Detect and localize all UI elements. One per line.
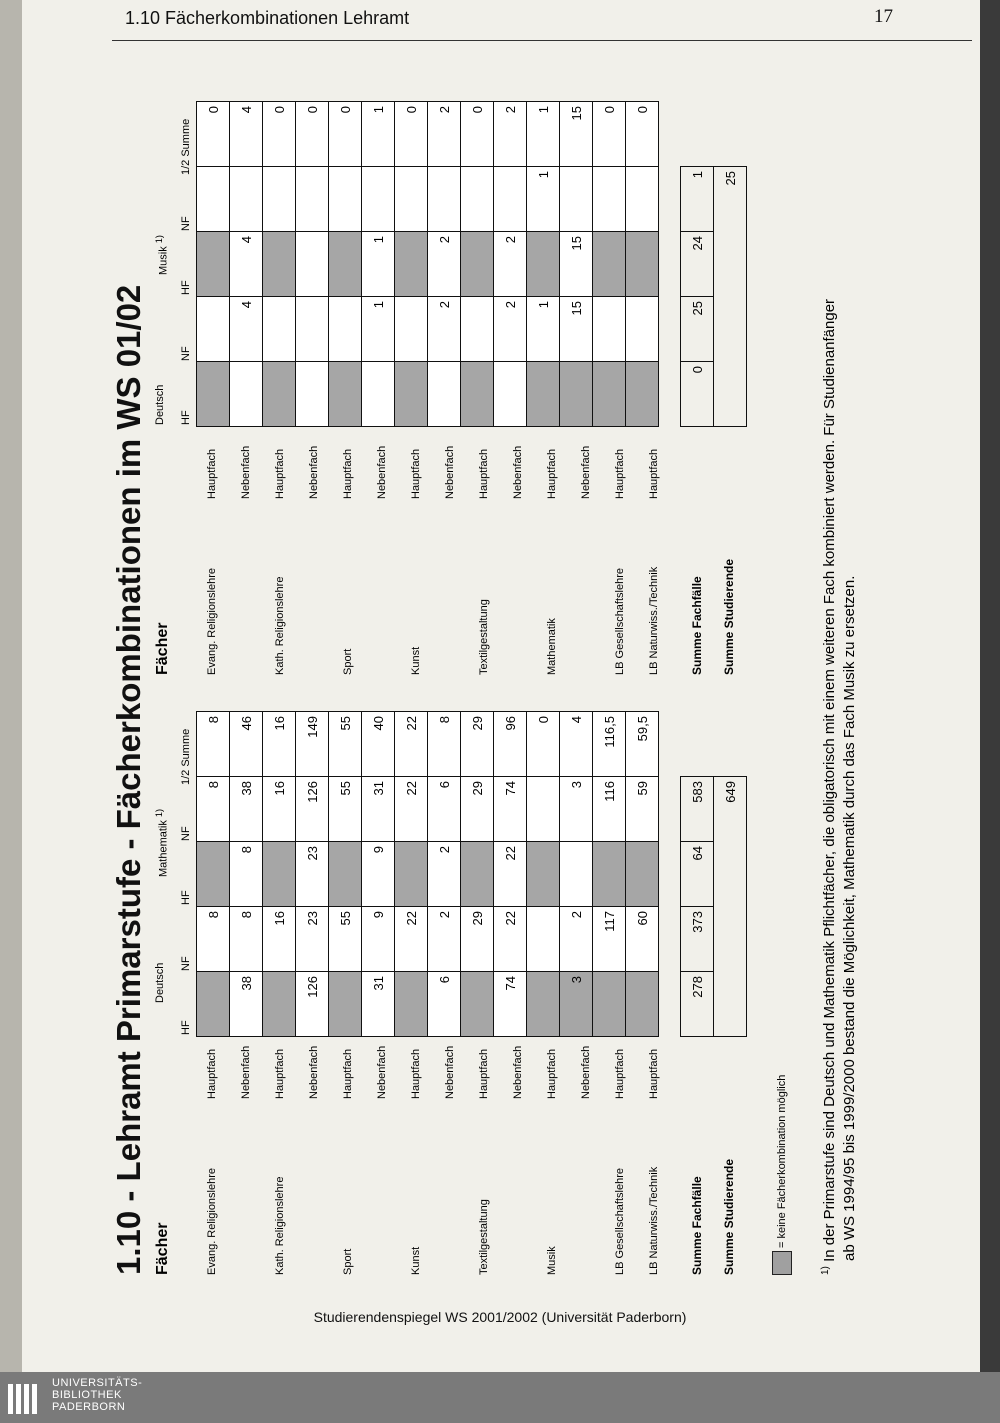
row-type: Nebenfach — [240, 445, 252, 499]
row-subject: Kath. Religionslehre — [274, 1176, 286, 1275]
table-row — [494, 102, 527, 427]
table-cell — [395, 232, 428, 297]
table-cell — [626, 232, 659, 297]
sum-row — [681, 777, 714, 1037]
row-type: Hauptfach — [614, 1048, 626, 1099]
table-cell: 38 — [230, 777, 263, 842]
table-cell — [395, 297, 428, 362]
table-cell: 2 — [428, 102, 461, 167]
table-cell: 1 — [362, 102, 395, 167]
col-summe-2: 1/2 Summe — [180, 118, 192, 175]
table-row — [362, 712, 395, 1037]
row-type: Nebenfach — [240, 1045, 252, 1099]
total-cell: 25 — [714, 167, 747, 427]
row-subject: LB Naturwiss./Technik — [648, 566, 660, 675]
library-name: UNIVERSITÄTS- BIBLIOTHEK PADERBORN — [52, 1377, 143, 1413]
table-cell: 59,5 — [626, 712, 659, 777]
table-cell — [197, 297, 230, 362]
table-row — [362, 102, 395, 427]
library-band — [0, 1372, 1000, 1423]
table-cell — [461, 167, 494, 232]
table-cell — [197, 232, 230, 297]
table-cell: 8 — [197, 907, 230, 972]
row-type: Hauptfach — [478, 448, 490, 499]
table-cell: 3 — [560, 972, 593, 1037]
math-table — [196, 711, 659, 1037]
table-cell: 74 — [494, 777, 527, 842]
table-cell: 4 — [230, 102, 263, 167]
col-musik: Musik $^{1)}$ — [154, 235, 170, 275]
summe-fachfaelle-label-2: Summe Fachfälle — [690, 576, 704, 675]
row-type: Hauptfach — [410, 448, 422, 499]
col-summe: 1/2 Summe — [180, 728, 192, 785]
table-cell: 0 — [263, 102, 296, 167]
sum-cell: 373 — [681, 907, 714, 972]
table-cell: 9 — [362, 907, 395, 972]
row-type: Hauptfach — [206, 448, 218, 499]
table-row — [263, 712, 296, 1037]
table-cell: 38 — [230, 972, 263, 1037]
table-row — [428, 712, 461, 1037]
row-type: Hauptfach — [342, 448, 354, 499]
table-cell — [527, 842, 560, 907]
summe-studierende-label: Summe Studierende — [722, 1158, 736, 1275]
table-cell: 2 — [428, 297, 461, 362]
row-subject: Sport — [342, 1248, 354, 1275]
table-cell — [263, 297, 296, 362]
page-footer: Studierendenspiegel WS 2001/2002 (Universität Paderborn) — [313, 1309, 687, 1325]
table-row — [527, 102, 560, 427]
binding-edge — [0, 0, 22, 1372]
col-mathematik: Mathematik $^{1)}$ — [154, 808, 170, 877]
table-cell — [329, 167, 362, 232]
table-cell — [197, 362, 230, 427]
table-row — [428, 102, 461, 427]
sum-cell: 1 — [681, 167, 714, 232]
table-cell: 2 — [560, 907, 593, 972]
table-cell: 16 — [263, 712, 296, 777]
table-cell: 1 — [527, 297, 560, 362]
row-type: Nebenfach — [444, 445, 456, 499]
table-cell: 23 — [296, 907, 329, 972]
table-cell — [461, 297, 494, 362]
table-cell: 23 — [296, 842, 329, 907]
sum-cell: 278 — [681, 972, 714, 1037]
row-subject: Mathematik — [546, 618, 558, 675]
table-cell — [197, 167, 230, 232]
row-type: Hauptfach — [274, 448, 286, 499]
col-hf-2: HF — [180, 410, 192, 425]
table-cell: 3 — [560, 777, 593, 842]
table-cell: 6 — [428, 777, 461, 842]
summe-fachfaelle-label: Summe Fachfälle — [690, 1176, 704, 1275]
facher-heading-left: Fächer — [154, 1222, 171, 1275]
table-cell: 29 — [461, 907, 494, 972]
sum-cell: 583 — [681, 777, 714, 842]
table-cell: 16 — [263, 777, 296, 842]
row-type: Hauptfach — [478, 1048, 490, 1099]
table-cell — [626, 972, 659, 1037]
table-row — [197, 712, 230, 1037]
table-cell: 2 — [494, 232, 527, 297]
legend: = keine Fächerkombination möglich — [772, 1075, 792, 1275]
table-cell — [329, 972, 362, 1037]
music-sum-table — [680, 166, 747, 427]
row-type: Nebenfach — [308, 1045, 320, 1099]
row-type: Nebenfach — [308, 445, 320, 499]
table-cell — [593, 362, 626, 427]
sum-cell: 25 — [681, 297, 714, 362]
table-cell: 0 — [461, 102, 494, 167]
row-type: Nebenfach — [376, 1045, 388, 1099]
table-cell: 2 — [494, 297, 527, 362]
table-cell: 29 — [461, 777, 494, 842]
table-cell — [527, 232, 560, 297]
row-subject: Kunst — [410, 646, 422, 675]
table-row — [461, 712, 494, 1037]
row-type: Hauptfach — [614, 448, 626, 499]
table-row — [626, 102, 659, 427]
table-cell — [230, 167, 263, 232]
table-row — [593, 102, 626, 427]
table-cell — [527, 907, 560, 972]
table-cell: 22 — [395, 712, 428, 777]
library-logo-icon — [6, 1378, 42, 1416]
table-cell — [560, 362, 593, 427]
table-cell — [626, 362, 659, 427]
table-cell: 55 — [329, 777, 362, 842]
row-type: Hauptfach — [546, 1048, 558, 1099]
table-cell: 74 — [494, 972, 527, 1037]
row-subject: LB Gesellschaftslehre — [614, 568, 626, 675]
row-type: Hauptfach — [342, 1048, 354, 1099]
row-type: Nebenfach — [512, 1045, 524, 1099]
table-cell — [329, 232, 362, 297]
summe-studierende-label-2: Summe Studierende — [722, 558, 736, 675]
table-cell — [527, 362, 560, 427]
row-subject: LB Naturwiss./Technik — [648, 1166, 660, 1275]
total-cell: 649 — [714, 777, 747, 1037]
table-cell — [296, 167, 329, 232]
table-cell: 0 — [626, 102, 659, 167]
table-cell — [593, 972, 626, 1037]
table-row — [494, 712, 527, 1037]
sum-row — [714, 777, 747, 1037]
math-sum-table — [680, 776, 747, 1037]
table-cell: 40 — [362, 712, 395, 777]
table-cell — [263, 232, 296, 297]
table-cell: 59 — [626, 777, 659, 842]
col-nf-2: NF — [180, 346, 192, 361]
table-cell: 117 — [593, 907, 626, 972]
table-cell: 22 — [494, 842, 527, 907]
table-cell — [263, 167, 296, 232]
table-cell: 4 — [230, 232, 263, 297]
table-cell: 126 — [296, 972, 329, 1037]
table-cell — [362, 362, 395, 427]
col-nf: NF — [180, 826, 192, 841]
table-cell: 16 — [263, 907, 296, 972]
table-row — [626, 712, 659, 1037]
row-subject: Evang. Religionslehre — [206, 567, 218, 675]
page-title: 1.10 - Lehramt Primarstufe - Fächerkombinationen im WS 01/02 — [110, 284, 147, 1275]
table-row — [230, 102, 263, 427]
page-number: 17 — [874, 6, 893, 27]
table-cell: 22 — [395, 907, 428, 972]
table-cell — [593, 297, 626, 362]
table-cell: 1 — [527, 167, 560, 232]
header-rule — [112, 40, 972, 41]
sum-cell: 0 — [681, 362, 714, 427]
table-cell — [197, 972, 230, 1037]
col-hf: HF — [180, 1020, 192, 1035]
table-cell — [329, 362, 362, 427]
table-cell: 8 — [197, 712, 230, 777]
row-type: Nebenfach — [444, 1045, 456, 1099]
table-row — [527, 712, 560, 1037]
table-row — [329, 102, 362, 427]
table-cell: 15 — [560, 297, 593, 362]
rotated-content — [110, 75, 890, 1275]
table-cell: 9 — [362, 842, 395, 907]
table-cell: 116,5 — [593, 712, 626, 777]
table-cell — [395, 842, 428, 907]
row-subject: Musik — [546, 1246, 558, 1275]
table-cell — [593, 842, 626, 907]
table-cell: 55 — [329, 712, 362, 777]
table-cell: 0 — [593, 102, 626, 167]
table-cell: 2 — [428, 232, 461, 297]
table-row — [263, 102, 296, 427]
table-cell — [395, 362, 428, 427]
sum-row — [681, 167, 714, 427]
row-type: Nebenfach — [376, 445, 388, 499]
table-cell: 0 — [527, 712, 560, 777]
row-subject: LB Gesellschaftslehre — [614, 1168, 626, 1275]
footnote: $^{1)}$ In der Primarstufe sind Deutsch und Mathematik Pflichtfächer, die obligatorisch mit einem weiteren Fach kombiniert werden. Für Studienanfänger ab WS 1994/95 bis 1999/2000 bestand die Möglichkeit, Mathematik durch das Fach Musik zu ersetzen. — [820, 298, 858, 1275]
table-cell — [395, 972, 428, 1037]
table-cell: 1 — [362, 297, 395, 362]
table-row — [461, 102, 494, 427]
running-header: 1.10 Fächerkombinationen Lehramt — [125, 8, 410, 28]
table-cell: 1 — [362, 232, 395, 297]
table-row — [560, 102, 593, 427]
col-hf-3: HF — [180, 280, 192, 295]
col-deutsch: Deutsch — [154, 962, 166, 1003]
row-type: Hauptfach — [274, 1048, 286, 1099]
table-cell: 96 — [494, 712, 527, 777]
facher-heading-right: Fächer — [154, 622, 171, 675]
table-cell — [263, 362, 296, 427]
table-cell: 0 — [329, 102, 362, 167]
table-cell: 0 — [197, 102, 230, 167]
sum-row — [714, 167, 747, 427]
sum-cell: 64 — [681, 842, 714, 907]
table-cell: 4 — [230, 297, 263, 362]
table-cell: 15 — [560, 102, 593, 167]
table-cell: 8 — [197, 777, 230, 842]
table-cell — [461, 362, 494, 427]
table-cell — [593, 232, 626, 297]
table-cell: 2 — [428, 842, 461, 907]
table-row — [395, 102, 428, 427]
row-type: Hauptfach — [648, 1048, 660, 1099]
row-subject: Textilgestaltung — [478, 599, 490, 675]
table-cell — [560, 842, 593, 907]
row-type: Hauptfach — [206, 1048, 218, 1099]
table-cell — [428, 167, 461, 232]
table-cell: 8 — [428, 712, 461, 777]
table-cell: 2 — [428, 907, 461, 972]
table-cell — [263, 972, 296, 1037]
table-row — [395, 712, 428, 1037]
grey-swatch — [772, 1251, 792, 1275]
table-cell — [461, 972, 494, 1037]
col-nf-3: NF — [180, 216, 192, 231]
table-row — [296, 102, 329, 427]
table-row — [296, 712, 329, 1037]
table-cell — [296, 362, 329, 427]
table-cell — [263, 842, 296, 907]
row-type: Hauptfach — [546, 448, 558, 499]
row-type: Nebenfach — [580, 1045, 592, 1099]
table-cell: 55 — [329, 907, 362, 972]
table-cell — [527, 777, 560, 842]
table-cell — [362, 167, 395, 232]
table-cell: 8 — [230, 842, 263, 907]
table-cell: 22 — [395, 777, 428, 842]
table-cell: 0 — [395, 102, 428, 167]
table-row — [329, 712, 362, 1037]
sum-cell: 24 — [681, 232, 714, 297]
table-cell: 126 — [296, 777, 329, 842]
table-cell — [395, 167, 428, 232]
table-cell: 0 — [296, 102, 329, 167]
row-type: Nebenfach — [512, 445, 524, 499]
table-cell: 15 — [560, 232, 593, 297]
table-cell: 31 — [362, 777, 395, 842]
table-cell — [494, 362, 527, 427]
col-deutsch-2: Deutsch — [154, 384, 166, 425]
table-cell — [230, 362, 263, 427]
table-row — [560, 712, 593, 1037]
table-cell — [329, 297, 362, 362]
table-cell: 1 — [527, 102, 560, 167]
table-cell: 31 — [362, 972, 395, 1037]
col-hf: HF — [180, 890, 192, 905]
table-cell: 2 — [494, 102, 527, 167]
row-type: Nebenfach — [580, 445, 592, 499]
music-table — [196, 101, 659, 427]
table-cell: 4 — [560, 712, 593, 777]
row-subject: Kunst — [410, 1246, 422, 1275]
table-cell: 6 — [428, 972, 461, 1037]
table-cell: 116 — [593, 777, 626, 842]
table-row — [593, 712, 626, 1037]
table-cell: 29 — [461, 712, 494, 777]
table-cell — [626, 297, 659, 362]
table-cell: 22 — [494, 907, 527, 972]
table-cell — [593, 167, 626, 232]
table-cell — [461, 842, 494, 907]
row-type: Hauptfach — [410, 1048, 422, 1099]
row-subject: Sport — [342, 648, 354, 675]
row-subject: Textilgestaltung — [478, 1199, 490, 1275]
table-cell — [329, 842, 362, 907]
table-row — [197, 102, 230, 427]
table-cell — [494, 167, 527, 232]
row-subject: Kath. Religionslehre — [274, 576, 286, 675]
scan-border — [980, 0, 1000, 1372]
table-cell: 8 — [230, 907, 263, 972]
table-cell — [428, 362, 461, 427]
row-subject: Evang. Religionslehre — [206, 1167, 218, 1275]
table-cell: 60 — [626, 907, 659, 972]
row-type: Hauptfach — [648, 448, 660, 499]
table-cell — [197, 842, 230, 907]
table-cell — [461, 232, 494, 297]
table-cell — [527, 972, 560, 1037]
table-cell — [626, 167, 659, 232]
table-cell — [626, 842, 659, 907]
table-row — [230, 712, 263, 1037]
table-cell: 46 — [230, 712, 263, 777]
col-nf: NF — [180, 956, 192, 971]
table-cell — [296, 297, 329, 362]
table-cell — [296, 232, 329, 297]
table-cell — [560, 167, 593, 232]
table-cell: 149 — [296, 712, 329, 777]
